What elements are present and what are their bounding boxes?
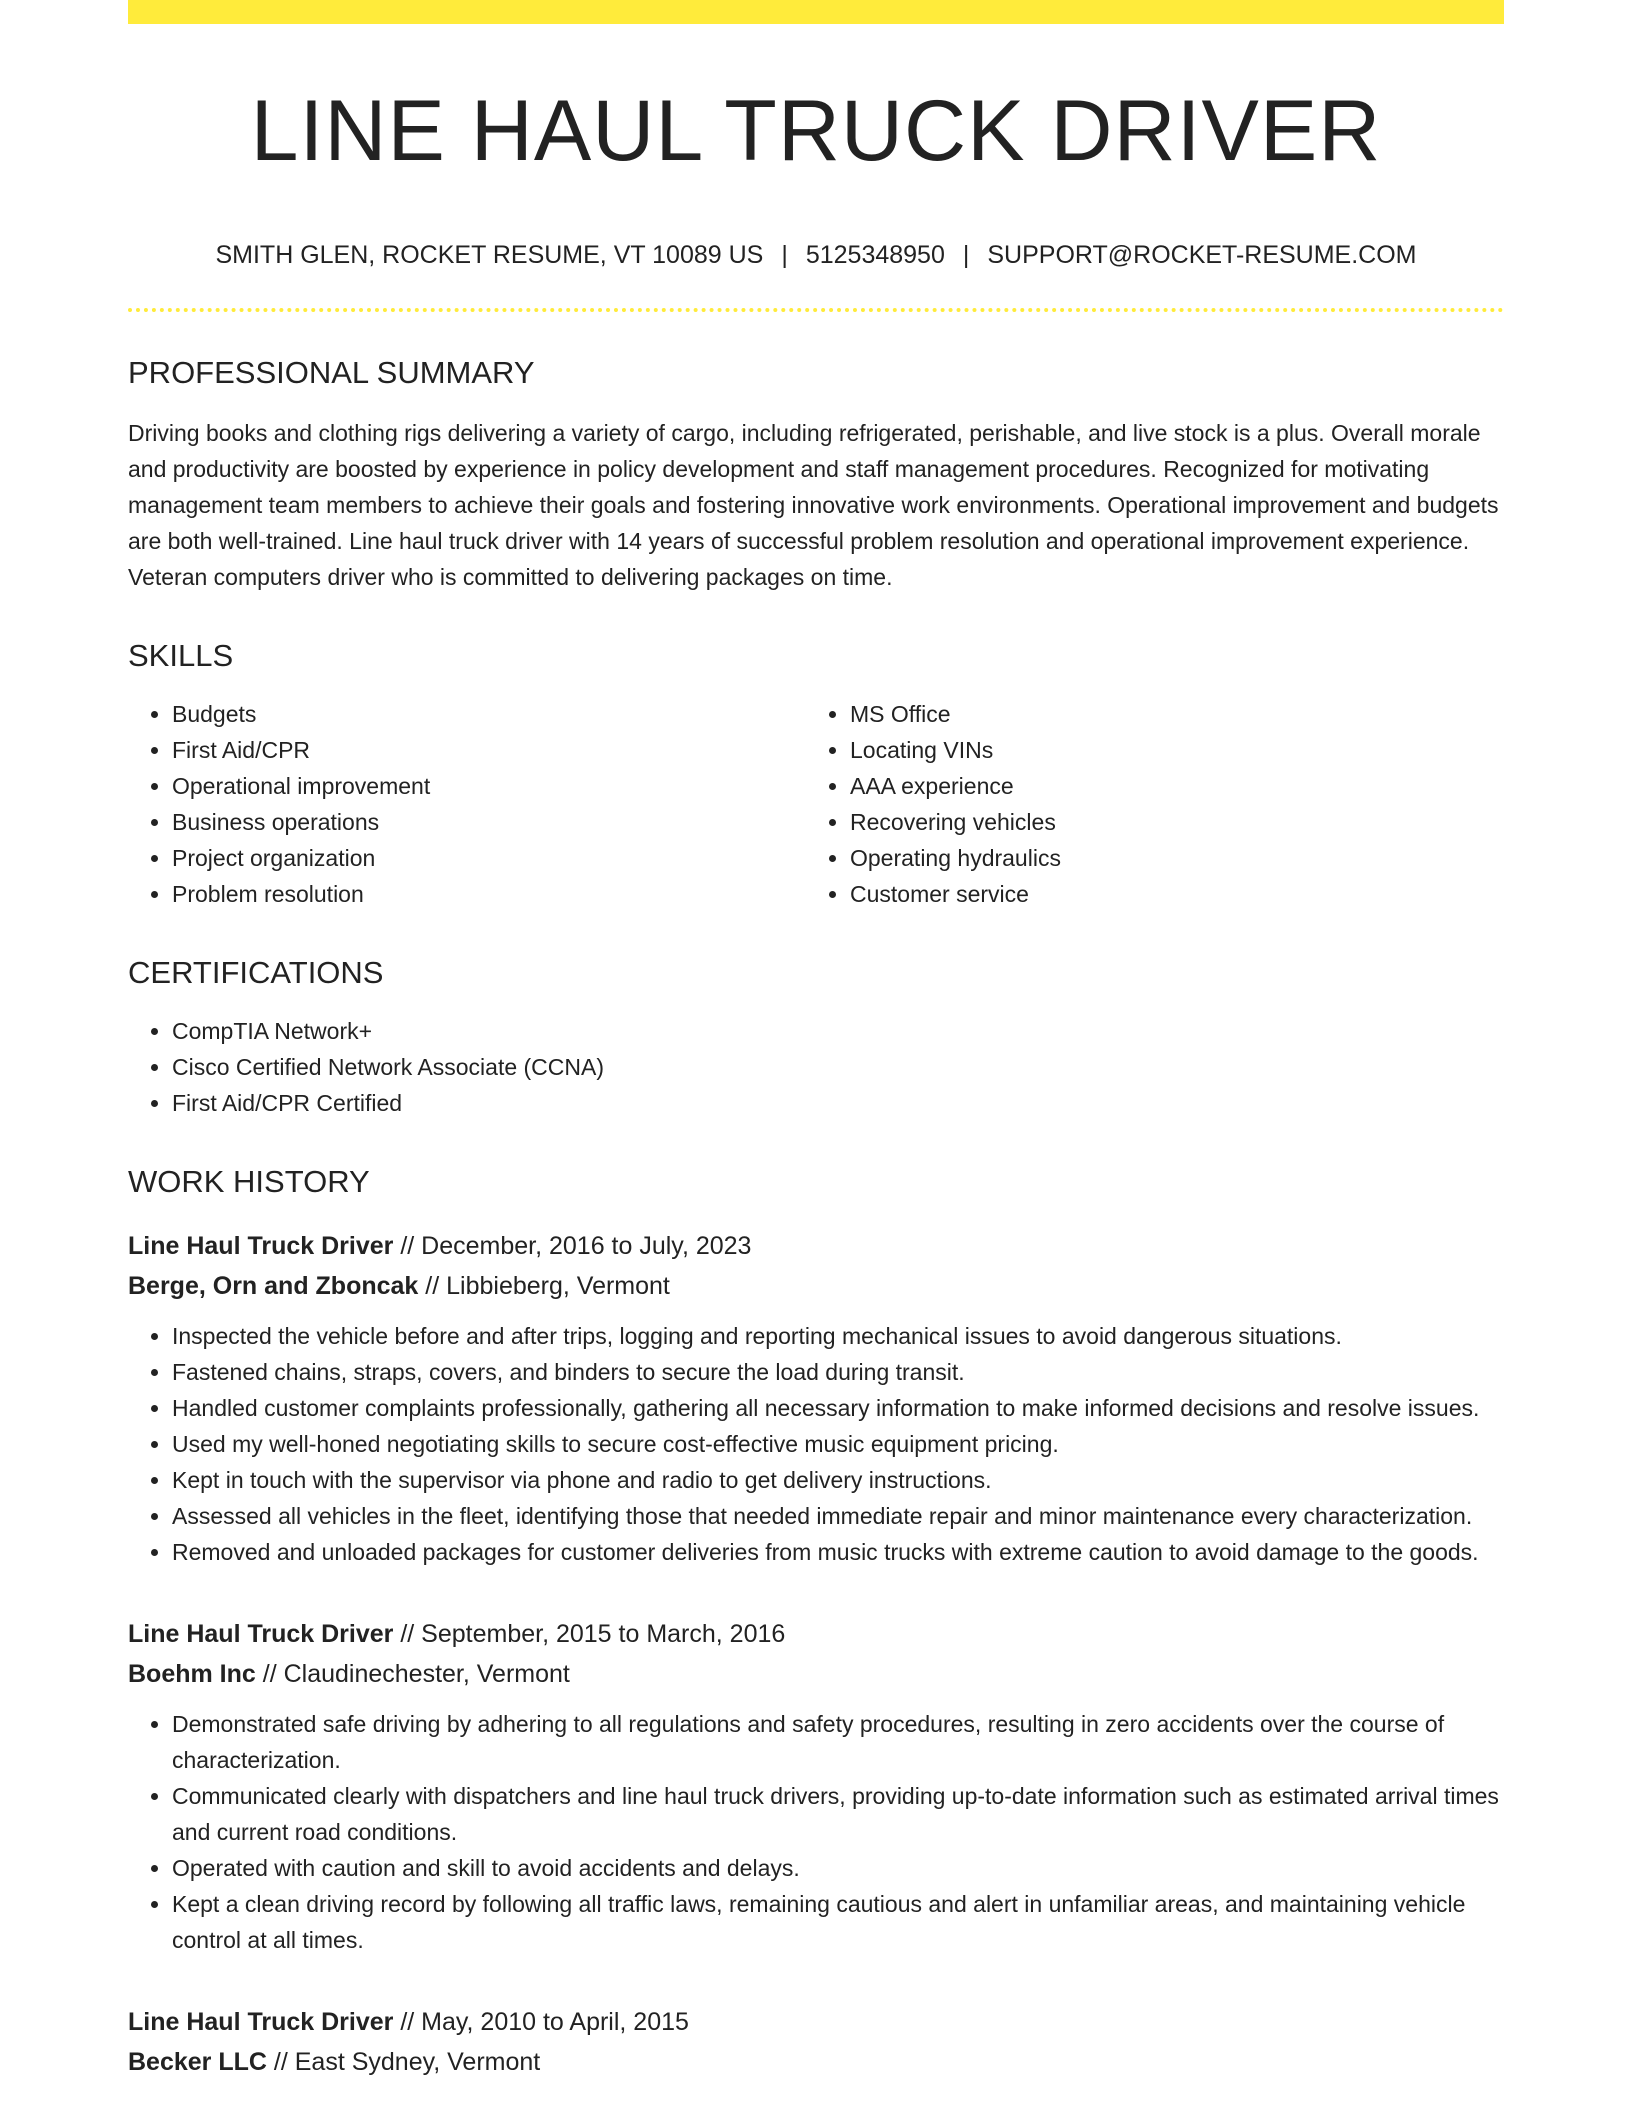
job-bullet: • Communicated clearly with dispatchers and line haul truck drivers, providing up-to-date information such as estimated arrival times and current road conditions.	[172, 1778, 1504, 1850]
certifications-list	[128, 1013, 1504, 1121]
skill-item: • Recovering vehicles	[850, 804, 1484, 840]
skills-column-right	[806, 696, 1484, 912]
contact-separator: |	[781, 240, 788, 269]
certification-item: • First Aid/CPR Certified	[172, 1085, 1504, 1121]
job-company: Berge, Orn and Zboncak	[128, 1272, 419, 1301]
contact-email: SUPPORT@ROCKET-RESUME.COM	[987, 240, 1417, 269]
resume-page	[128, 0, 1504, 2082]
skill-item: • Budgets	[172, 696, 806, 732]
job-company: Boehm Inc	[128, 1660, 256, 1689]
job-dates: // May, 2010 to April, 2015	[393, 2008, 689, 2037]
job-title-line	[128, 1614, 1504, 1654]
skill-item: • Project organization	[172, 840, 806, 876]
job-entry	[128, 1226, 1504, 1570]
job-bullet: • Used my well-honed negotiating skills to secure cost-effective music equipment pricing.	[172, 1426, 1504, 1462]
job-company: Becker LLC	[128, 2048, 267, 2077]
job-dates: // December, 2016 to July, 2023	[393, 1232, 752, 1261]
skill-item: • Customer service	[850, 876, 1484, 912]
job-bullet: • Operated with caution and skill to avoid accidents and delays.	[172, 1850, 1504, 1886]
certifications-heading: CERTIFICATIONS	[128, 954, 384, 990]
dotted-divider	[128, 308, 1504, 312]
job-location: // Libbieberg, Vermont	[418, 1272, 670, 1301]
job-entry	[128, 1614, 1504, 1958]
job-bullets	[128, 1318, 1504, 1570]
job-company-line	[128, 1654, 1504, 1694]
job-role: Line Haul Truck Driver	[128, 1620, 394, 1649]
job-bullet: • Inspected the vehicle before and after trips, logging and reporting mechanical issues to avoid dangerous situations.	[172, 1318, 1504, 1354]
job-dates: // September, 2015 to March, 2016	[393, 1620, 786, 1649]
skills-list	[128, 696, 1504, 912]
page-title: LINE HAUL TRUCK DRIVER	[250, 83, 1382, 179]
skill-item: • Operational improvement	[172, 768, 806, 804]
skill-item: • Problem resolution	[172, 876, 806, 912]
job-company-line	[128, 2042, 1504, 2082]
top-accent-bar	[128, 0, 1504, 24]
job-bullet: • Assessed all vehicles in the fleet, identifying those that needed immediate repair and minor maintenance every characterization.	[172, 1498, 1504, 1534]
skill-item: • AAA experience	[850, 768, 1484, 804]
skill-item: • MS Office	[850, 696, 1484, 732]
skill-item: • First Aid/CPR	[172, 732, 806, 768]
job-location: // East Sydney, Vermont	[266, 2048, 541, 2077]
summary-text: Driving books and clothing rigs delivering a variety of cargo, including refrigerated, perishable, and live stock is a plus. Overall morale and productivity are boosted by experience in policy development and staff management procedures. Recognized for motivating management team members to achieve their goals and fostering innovative work environments. Operational improvement and budgets are both well-trained. Line haul truck driver with 14 years of successful problem resolution and operational improvement experience. Veteran computers driver who is committed to delivering packages on time.	[128, 419, 1499, 590]
contact-separator: |	[962, 240, 970, 269]
skill-item: • Operating hydraulics	[850, 840, 1484, 876]
job-role: Line Haul Truck Driver	[128, 1232, 394, 1261]
job-role: Line Haul Truck Driver	[128, 2008, 394, 2037]
job-bullet: • Fastened chains, straps, covers, and binders to secure the load during transit.	[172, 1354, 1504, 1390]
contact-phone: 5125348950	[805, 240, 945, 269]
job-title-line	[128, 1226, 1504, 1266]
certification-item: • CompTIA Network+	[172, 1013, 1504, 1049]
certification-item: • Cisco Certified Network Associate (CCNA)	[172, 1049, 1504, 1085]
summary-heading: PROFESSIONAL SUMMARY	[128, 354, 535, 390]
job-bullet: • Demonstrated safe driving by adhering to all regulations and safety procedures, resulting in zero accidents over the course of characterization.	[172, 1706, 1504, 1778]
skills-column-left	[128, 696, 806, 912]
work-history-heading: WORK HISTORY	[128, 1164, 370, 1200]
job-location: // Claudinechester, Vermont	[255, 1660, 570, 1689]
job-entry	[128, 2002, 1504, 2082]
job-company-line	[128, 1266, 1504, 1306]
job-bullet: • Removed and unloaded packages for customer deliveries from music trucks with extreme caution to avoid damage to the goods.	[172, 1534, 1504, 1570]
job-title-line	[128, 2002, 1504, 2042]
contact-address: SMITH GLEN, ROCKET RESUME, VT 10089 US	[215, 240, 764, 269]
skills-heading: SKILLS	[128, 637, 234, 673]
contact-line	[128, 241, 1504, 270]
job-bullet: • Kept in touch with the supervisor via phone and radio to get delivery instructions.	[172, 1462, 1504, 1498]
skill-item: • Locating VINs	[850, 732, 1484, 768]
skill-item: • Business operations	[172, 804, 806, 840]
job-bullets	[128, 1706, 1504, 1958]
job-bullet: • Kept a clean driving record by following all traffic laws, remaining cautious and alert in unfamiliar areas, and maintaining vehicle control at all times.	[172, 1886, 1504, 1958]
job-bullet: • Handled customer complaints professionally, gathering all necessary information to make informed decisions and resolve issues.	[172, 1390, 1504, 1426]
